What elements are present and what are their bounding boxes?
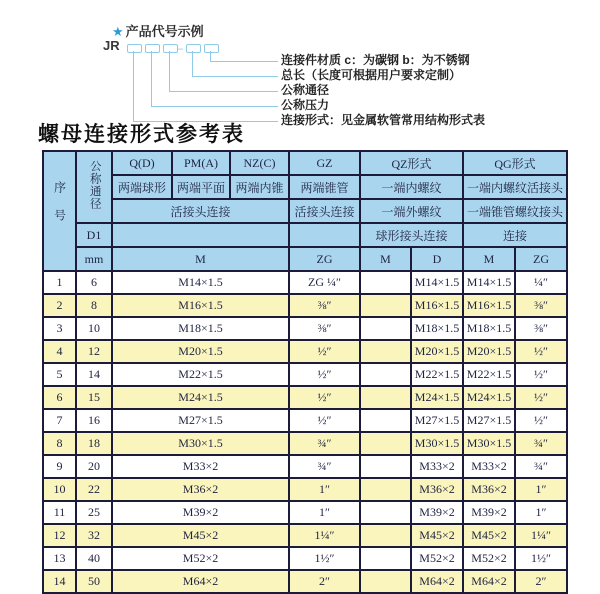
- header-col-nz: NZ(C): [230, 151, 289, 175]
- header-d1: D1: [76, 223, 112, 247]
- table-row: [43, 363, 567, 386]
- label-conn-form: 连接形式：见金属软管常用结构形式表: [281, 113, 486, 127]
- cell-qz_d: M64×2: [411, 570, 463, 593]
- cell-no: 12: [43, 524, 76, 547]
- cell-qg_m: M27×1.5: [463, 409, 515, 432]
- cell-qz_m: [360, 524, 411, 547]
- cell-zg: 1¼″: [289, 524, 360, 547]
- cell-qg_zg: ½″: [515, 386, 567, 409]
- cell-m: M22×1.5: [112, 363, 289, 386]
- cell-zg: 1½″: [289, 547, 360, 570]
- cell-qg_m: M45×2: [463, 524, 515, 547]
- cell-qz_d: M16×1.5: [411, 294, 463, 317]
- table-row: [43, 409, 567, 432]
- cell-no: 11: [43, 501, 76, 524]
- cell-no: 8: [43, 432, 76, 455]
- cell-qz_d: M45×2: [411, 524, 463, 547]
- cell-qz_m: [360, 317, 411, 340]
- cell-zg: ½″: [289, 340, 360, 363]
- table-title: 螺母连接形式参考表: [38, 122, 245, 146]
- cell-zg: 1″: [289, 478, 360, 501]
- header-qg-desc1: 一端内螺纹活接头: [463, 175, 567, 199]
- header-pm-desc: 两端平面: [172, 175, 230, 199]
- cell-qg_zg: ½″: [515, 340, 567, 363]
- label-pressure: 公称压力: [281, 98, 330, 112]
- cell-qz_m: [360, 501, 411, 524]
- cell-qg_zg: ¼″: [515, 271, 567, 294]
- cell-qg_zg: 1″: [515, 501, 567, 524]
- cell-qg_m: M18×1.5: [463, 317, 515, 340]
- cell-m: M24×1.5: [112, 386, 289, 409]
- cell-qz_d: M22×1.5: [411, 363, 463, 386]
- cell-zg: ZG ¼″: [289, 271, 360, 294]
- label-diameter: 公称通径: [281, 83, 330, 97]
- cell-qz_d: M14×1.5: [411, 271, 463, 294]
- cell-no: 3: [43, 317, 76, 340]
- cell-qz_m: [360, 432, 411, 455]
- cell-qz_m: [360, 340, 411, 363]
- cell-qg_m: M52×2: [463, 547, 515, 570]
- cell-qz_m: [360, 478, 411, 501]
- header-qz-d-label: D: [411, 247, 463, 271]
- cell-m: M18×1.5: [112, 317, 289, 340]
- cell-qz_m: [360, 363, 411, 386]
- table-row: [43, 271, 567, 294]
- nut-connection-reference-table: [42, 150, 568, 594]
- cell-zg: 2″: [289, 570, 360, 593]
- cell-no: 14: [43, 570, 76, 593]
- cell-qg_m: M22×1.5: [463, 363, 515, 386]
- table-header: [43, 151, 567, 271]
- cell-qg_zg: 1¼″: [515, 524, 567, 547]
- cell-qg_m: M16×1.5: [463, 294, 515, 317]
- cell-dn: 8: [76, 294, 112, 317]
- label-material: 连接件材质 c：为碳钢 b：为不锈钢: [281, 53, 470, 67]
- header-col-pm: PM(A): [172, 151, 230, 175]
- table-row: [43, 524, 567, 547]
- cell-m: M14×1.5: [112, 271, 289, 294]
- label-length: 总长（长度可根据用户要求定制）: [281, 68, 462, 82]
- header-qg-m-label: M: [463, 247, 515, 271]
- cell-qg_zg: 1½″: [515, 547, 567, 570]
- header-col-q: Q(D): [112, 151, 172, 175]
- cell-qg_m: M14×1.5: [463, 271, 515, 294]
- cell-zg: ⅜″: [289, 317, 360, 340]
- header-col-qz: QZ形式: [360, 151, 463, 175]
- header-gz-connection: 活接头连接: [289, 199, 360, 223]
- cell-m: M64×2: [112, 570, 289, 593]
- cell-dn: 10: [76, 317, 112, 340]
- table-row: [43, 386, 567, 409]
- cell-m: M30×1.5: [112, 432, 289, 455]
- header-qg-desc2: 一端锥管螺纹接头: [463, 199, 567, 223]
- table-row: [43, 294, 567, 317]
- cell-qz_m: [360, 271, 411, 294]
- cell-no: 13: [43, 547, 76, 570]
- cell-qg_m: M36×2: [463, 478, 515, 501]
- header-zg-label: ZG: [289, 247, 360, 271]
- cell-qz_d: M30×1.5: [411, 432, 463, 455]
- table-row: [43, 455, 567, 478]
- cell-dn: 6: [76, 271, 112, 294]
- cell-qg_zg: ½″: [515, 363, 567, 386]
- cell-dn: 32: [76, 524, 112, 547]
- cell-no: 2: [43, 294, 76, 317]
- cell-no: 4: [43, 340, 76, 363]
- cell-qz_d: M52×2: [411, 547, 463, 570]
- header-left-connection: 活接头连接: [112, 199, 289, 223]
- cell-qg_m: M33×2: [463, 455, 515, 478]
- cell-qz_d: M39×2: [411, 501, 463, 524]
- header-serial-no: 序号: [43, 151, 76, 271]
- cell-dn: 20: [76, 455, 112, 478]
- cell-m: M45×2: [112, 524, 289, 547]
- cell-m: M36×2: [112, 478, 289, 501]
- cell-dn: 18: [76, 432, 112, 455]
- cell-qg_zg: 1″: [515, 478, 567, 501]
- table-row: [43, 570, 567, 593]
- header-col-qg: QG形式: [463, 151, 567, 175]
- cell-zg: ½″: [289, 409, 360, 432]
- cell-zg: ½″: [289, 363, 360, 386]
- cell-qg_m: M20×1.5: [463, 340, 515, 363]
- cell-qg_zg: ½″: [515, 409, 567, 432]
- cell-m: M27×1.5: [112, 409, 289, 432]
- cell-m: M33×2: [112, 455, 289, 478]
- cell-dn: 16: [76, 409, 112, 432]
- cell-dn: 25: [76, 501, 112, 524]
- cell-m: M39×2: [112, 501, 289, 524]
- cell-qz_d: M24×1.5: [411, 386, 463, 409]
- cell-qz_m: [360, 570, 411, 593]
- cell-m: M52×2: [112, 547, 289, 570]
- cell-qz_d: M33×2: [411, 455, 463, 478]
- product-prefix: JR: [103, 38, 120, 53]
- cell-dn: 15: [76, 386, 112, 409]
- cell-zg: ¾″: [289, 432, 360, 455]
- header-q-desc: 两端球形: [112, 175, 172, 199]
- cell-zg: ½″: [289, 386, 360, 409]
- cell-no: 1: [43, 271, 76, 294]
- cell-no: 5: [43, 363, 76, 386]
- cell-qz_d: M18×1.5: [411, 317, 463, 340]
- cell-qg_zg: ¾″: [515, 432, 567, 455]
- cell-no: 6: [43, 386, 76, 409]
- cell-qg_zg: ¾″: [515, 455, 567, 478]
- cell-qg_zg: ⅜″: [515, 294, 567, 317]
- cell-qz_m: [360, 294, 411, 317]
- cell-dn: 50: [76, 570, 112, 593]
- connector-line-material: [210, 51, 278, 62]
- cell-qz_m: [360, 409, 411, 432]
- header-qz-desc1: 一端内螺纹: [360, 175, 463, 199]
- header-qz-connection: 球形接头连接: [360, 223, 463, 247]
- header-empty-left: [112, 223, 289, 247]
- cell-qg_zg: ⅜″: [515, 317, 567, 340]
- header-qg-zg-label: ZG: [515, 247, 567, 271]
- header-m-label: M: [112, 247, 289, 271]
- table-row: [43, 501, 567, 524]
- table-row: [43, 340, 567, 363]
- code-dash: –: [177, 41, 183, 55]
- cell-qg_m: M24×1.5: [463, 386, 515, 409]
- cell-dn: 22: [76, 478, 112, 501]
- cell-zg: 1″: [289, 501, 360, 524]
- cell-qz_m: [360, 386, 411, 409]
- header-col-gz: GZ: [289, 151, 360, 175]
- cell-m: M20×1.5: [112, 340, 289, 363]
- table-row: [43, 317, 567, 340]
- diagram-title-text: 产品代号示例: [125, 24, 204, 39]
- header-qg-connection: 连接: [463, 223, 567, 247]
- table-body: [43, 271, 567, 593]
- header-qz-desc2: 一端外螺纹: [360, 199, 463, 223]
- header-mm: mm: [76, 247, 112, 271]
- cell-no: 7: [43, 409, 76, 432]
- cell-dn: 14: [76, 363, 112, 386]
- star-icon: ★: [112, 24, 124, 39]
- cell-qg_m: M39×2: [463, 501, 515, 524]
- cell-qg_zg: 2″: [515, 570, 567, 593]
- cell-qz_d: M36×2: [411, 478, 463, 501]
- cell-dn: 12: [76, 340, 112, 363]
- cell-m: M16×1.5: [112, 294, 289, 317]
- table-row: [43, 478, 567, 501]
- cell-qz_m: [360, 455, 411, 478]
- cell-qz_d: M20×1.5: [411, 340, 463, 363]
- cell-qg_m: M30×1.5: [463, 432, 515, 455]
- cell-zg: ¾″: [289, 455, 360, 478]
- table-row: [43, 432, 567, 455]
- cell-no: 9: [43, 455, 76, 478]
- header-nominal-diameter: 公称通径: [76, 151, 112, 223]
- cell-dn: 40: [76, 547, 112, 570]
- diagram-title: [112, 21, 204, 40]
- header-gz-desc: 两端锥管: [289, 175, 360, 199]
- header-qz-m-label: M: [360, 247, 411, 271]
- cell-no: 10: [43, 478, 76, 501]
- header-empty-gz: [289, 223, 360, 247]
- cell-zg: ⅜″: [289, 294, 360, 317]
- header-nz-desc: 两端内锥: [230, 175, 289, 199]
- cell-qz_d: M27×1.5: [411, 409, 463, 432]
- cell-qg_m: M64×2: [463, 570, 515, 593]
